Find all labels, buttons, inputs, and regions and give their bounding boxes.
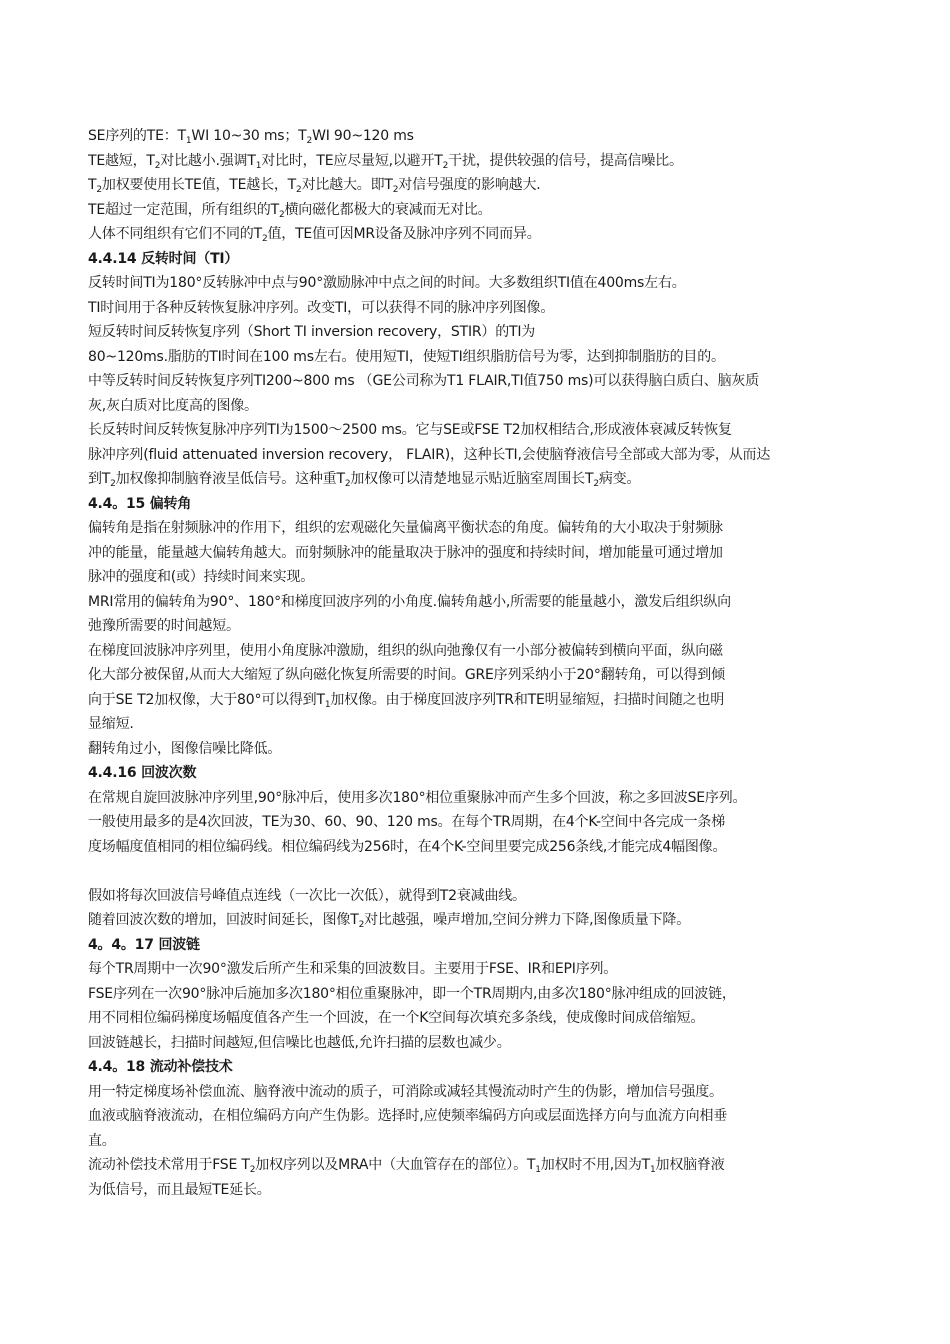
- paragraph-line: [88, 565, 872, 590]
- text-segment: 向于SE T2加权像，大于80°可以得到T: [88, 691, 325, 708]
- paragraph-line: [88, 737, 872, 762]
- paragraph-line: [88, 198, 872, 223]
- text-segment: 4.4.14 反转时间（TI）: [88, 250, 239, 267]
- text-segment: 加权序列以及MRA中（大血管存在的部位）。T: [255, 1157, 536, 1173]
- paragraph-line: [88, 982, 872, 1007]
- text-segment: 干扰，提供较强的信号，提高信噪比。: [448, 152, 683, 169]
- paragraph-line: [88, 124, 872, 149]
- text-segment: 加权像抑制脑脊液呈低信号。这种重T: [115, 471, 345, 487]
- paragraph-line: [88, 639, 872, 664]
- section-heading: [88, 247, 872, 272]
- subscript: 2: [358, 920, 365, 930]
- text-segment: WI 90~120 ms: [312, 128, 414, 144]
- paragraph-line: [88, 1104, 872, 1129]
- text-segment: WI 10~30 ms；T: [191, 128, 307, 144]
- text-segment: 翻转角过小，图像信噪比降低。: [88, 740, 282, 757]
- paragraph-line: [88, 810, 872, 835]
- text-segment: TE超过一定范围，所有组织的T: [88, 201, 279, 218]
- text-segment: 加权像。由于梯度回波序列TR和TE明显缩短，扫描时间随之也明: [330, 691, 725, 708]
- text-segment: 一般使用最多的是4次回波，TE为30、60、90、120 ms。在每个TR周期，在4个K-空间中各完成一条梯: [88, 814, 725, 830]
- subscript: 2: [261, 234, 268, 244]
- text-segment: 假如将每次回波信号峰值点连线（一次比一次低），就得到T2衰减曲线。: [88, 887, 526, 904]
- subscript: 1: [185, 136, 192, 146]
- text-segment: 值，TE值可因MR设备及脉冲序列不同而异。: [267, 226, 541, 242]
- paragraph-line: [88, 957, 872, 982]
- subscript: 2: [278, 209, 285, 220]
- paragraph-line: [88, 688, 872, 713]
- text-segment: 加权要使用长TE值，TE越长，T: [101, 177, 297, 193]
- text-segment: 为低信号，而且最短TE延长。: [88, 1181, 271, 1198]
- text-segment: 脉冲的强度和(或）持续时间来实现。: [88, 569, 315, 585]
- text-segment: 流动补偿技术常用于FSE T: [88, 1157, 250, 1173]
- text-segment: 直。: [88, 1132, 116, 1149]
- text-segment: 对比越大。即T: [301, 177, 393, 193]
- text-segment: 对信号强度的影响越大.: [398, 177, 541, 193]
- text-segment: FSE序列在一次90°脉冲后施加多次180°相位重聚脉冲，即一个TR周期内,由多次180°脉冲组成的回波链，: [88, 985, 736, 1002]
- text-segment: 在常规自旋回波脉冲序列里,90°脉冲后，使用多次180°相位重聚脉冲而产生多个回波，称之多回波SE序列。: [88, 789, 747, 806]
- text-segment: 4.4。15 偏转角: [88, 495, 192, 512]
- paragraph-line: [88, 222, 872, 247]
- text-segment: 到T: [88, 471, 111, 487]
- blank-line: [88, 859, 872, 884]
- text-segment: 反转时间TI为180°反转脉冲中点与90°激励脉冲中点之间的时间。大多数组织TI值在400ms左右。: [88, 275, 686, 291]
- text-segment: 度场幅度值相同的相位编码线。相位编码线为256时，在4个K-空间里要完成256条线,才能完成4幅图像。: [88, 838, 727, 855]
- paragraph-line: [88, 1031, 872, 1056]
- text-segment: 加权脑脊液: [655, 1157, 725, 1173]
- text-segment: 病变。: [598, 471, 641, 487]
- text-segment: 用不同相位编码梯度场幅度值各产生一个回波，在一个K空间每次填充多条线，使成像时间成倍缩短。: [88, 1010, 705, 1026]
- paragraph-line: [88, 320, 872, 345]
- text-segment: 脉冲序列(fluid attenuated inversion recovery， FLAIR)，这种长TI,会使脑脊液信号全部或大部为零，从而达: [88, 446, 771, 463]
- section-heading: [88, 933, 872, 958]
- paragraph-line: [88, 590, 872, 615]
- section-heading: [88, 492, 872, 517]
- text-segment: 中等反转时间反转恢复序列TI200~800 ms （GE公司称为T1 FLAIR,TI值750 ms)可以获得脑白质白、脑灰质: [88, 373, 759, 389]
- text-segment: 冲的能量，能量越大偏转角越大。而射频脉冲的能量取决于脉冲的强度和持续时间，增加能量可通过增加: [88, 544, 723, 561]
- paragraph-line: [88, 614, 872, 639]
- subscript: 2: [249, 1165, 256, 1175]
- text-segment: TE越短，T: [88, 152, 155, 169]
- document-page: [88, 124, 872, 1202]
- subscript: 2: [306, 136, 313, 146]
- text-segment: 对比越强，噪声增加,空间分辨力下降,图像质量下降。: [364, 912, 690, 928]
- section-heading: [88, 1055, 872, 1080]
- text-segment: 80~120ms.脂肪的TI时间在100 ms左右。使用短TI，使短TI组织脂肪信号为零，达到抑制脂肪的目的。: [88, 348, 725, 365]
- paragraph-line: [88, 271, 872, 296]
- text-segment: 随着回波次数的增加，回波时间延长，图像T: [88, 912, 359, 928]
- subscript: 2: [344, 479, 351, 489]
- text-segment: SE序列的TE：T: [88, 128, 186, 144]
- text-segment: 对比时，TE应尽量短,以避开T: [261, 152, 443, 169]
- paragraph-line: [88, 516, 872, 541]
- paragraph-line: [88, 1080, 872, 1105]
- subscript: 2: [442, 160, 449, 171]
- subscript: 1: [649, 1165, 656, 1175]
- subscript: 2: [96, 185, 102, 195]
- text-segment: T: [88, 177, 97, 193]
- subscript: 1: [535, 1165, 541, 1175]
- paragraph-line: [88, 418, 872, 443]
- paragraph-line: [88, 1129, 872, 1154]
- paragraph-line: [88, 369, 872, 394]
- subscript: 2: [154, 160, 161, 171]
- text-segment: 横向磁化都极大的衰减而无对比。: [284, 201, 492, 218]
- subscript: 2: [296, 185, 302, 195]
- paragraph-line: [88, 786, 872, 811]
- text-segment: 灰,灰白质对比度高的图像。: [88, 397, 258, 414]
- section-heading: [88, 761, 872, 786]
- text-segment: 显缩短.: [88, 716, 134, 732]
- text-segment: 加权像可以清楚地显示贴近脑室周围长T: [350, 471, 594, 487]
- text-segment: 化大部分被保留,从而大大缩短了纵向磁化恢复所需要的时间。GRE序列采纳小于20°翻转角，可以得到倾: [88, 667, 725, 683]
- subscript: 2: [110, 479, 116, 489]
- paragraph-line: [88, 394, 872, 419]
- text-segment: 长反转时间反转恢复脉冲序列TI为1500～2500 ms。它与SE或FSE T2加权相结合,形成液体衰减反转恢复: [88, 422, 732, 438]
- text-segment: 对比越小.强调T: [160, 152, 256, 169]
- paragraph-line: [88, 884, 872, 909]
- subscript: 1: [255, 160, 262, 171]
- paragraph-line: [88, 296, 872, 321]
- text-segment: 每个TR周期中一次90°激发后所产生和采集的回波数目。主要用于FSE、IR和EPI序列。: [88, 961, 618, 977]
- paragraph-line: [88, 908, 872, 933]
- text-segment: 加权时不用,因为T: [540, 1157, 650, 1173]
- paragraph-line: [88, 173, 872, 198]
- subscript: 2: [593, 479, 599, 489]
- paragraph-line: [88, 835, 872, 860]
- subscript: 2: [392, 185, 399, 195]
- paragraph-line: [88, 541, 872, 566]
- paragraph-line: [88, 712, 872, 737]
- text-segment: 血液或脑脊液流动，在相位编码方向产生伪影。选择时,应使频率编码方向或层面选择方向与血流方向相垂: [88, 1108, 728, 1124]
- paragraph-line: [88, 443, 872, 468]
- text-segment: 4。4。17 回波链: [88, 936, 200, 953]
- text-segment: 用一特定梯度场补偿血流、脑脊液中流动的质子，可消除或减轻其慢流动时产生的伪影，增加信号强度。: [88, 1083, 723, 1100]
- text-segment: 人体不同组织有它们不同的T: [88, 226, 262, 242]
- text-segment: 偏转角是指在射频脉冲的作用下，组织的宏观磁化矢量偏离平衡状态的角度。偏转角的大小取决于射频脉: [88, 520, 723, 536]
- text-segment: TI时间用于各种反转恢复脉冲序列。改变TI，可以获得不同的脉冲序列图像。: [88, 299, 555, 316]
- text-segment: 4.4.16 回波次数: [88, 765, 197, 781]
- paragraph-line: [88, 1006, 872, 1031]
- paragraph-line: [88, 345, 872, 370]
- paragraph-line: [88, 663, 872, 688]
- text-segment: 4.4。18 流动补偿技术: [88, 1059, 233, 1075]
- paragraph-line: [88, 467, 872, 492]
- paragraph-line: [88, 1178, 872, 1203]
- paragraph-line: [88, 149, 872, 174]
- text-segment: MRI常用的偏转角为90°、180°和梯度回波序列的小角度.偏转角越小,所需要的能量越小，激发后组织纵向: [88, 593, 731, 610]
- text-segment: 弛豫所需要的时间越短。: [88, 618, 240, 634]
- text-segment: 在梯度回波脉冲序列里，使用小角度脉冲激励，组织的纵向弛豫仅有一小部分被偏转到横向平面，纵向磁: [88, 642, 723, 659]
- paragraph-line: [88, 1153, 872, 1178]
- subscript: 1: [324, 699, 331, 710]
- text-segment: 短反转时间反转恢复序列（Short TI inversion recovery，STIR）的TI为: [88, 324, 536, 340]
- text-segment: 回波链越长，扫描时间越短,但信噪比也越低,允许扫描的层数也减少。: [88, 1034, 511, 1051]
